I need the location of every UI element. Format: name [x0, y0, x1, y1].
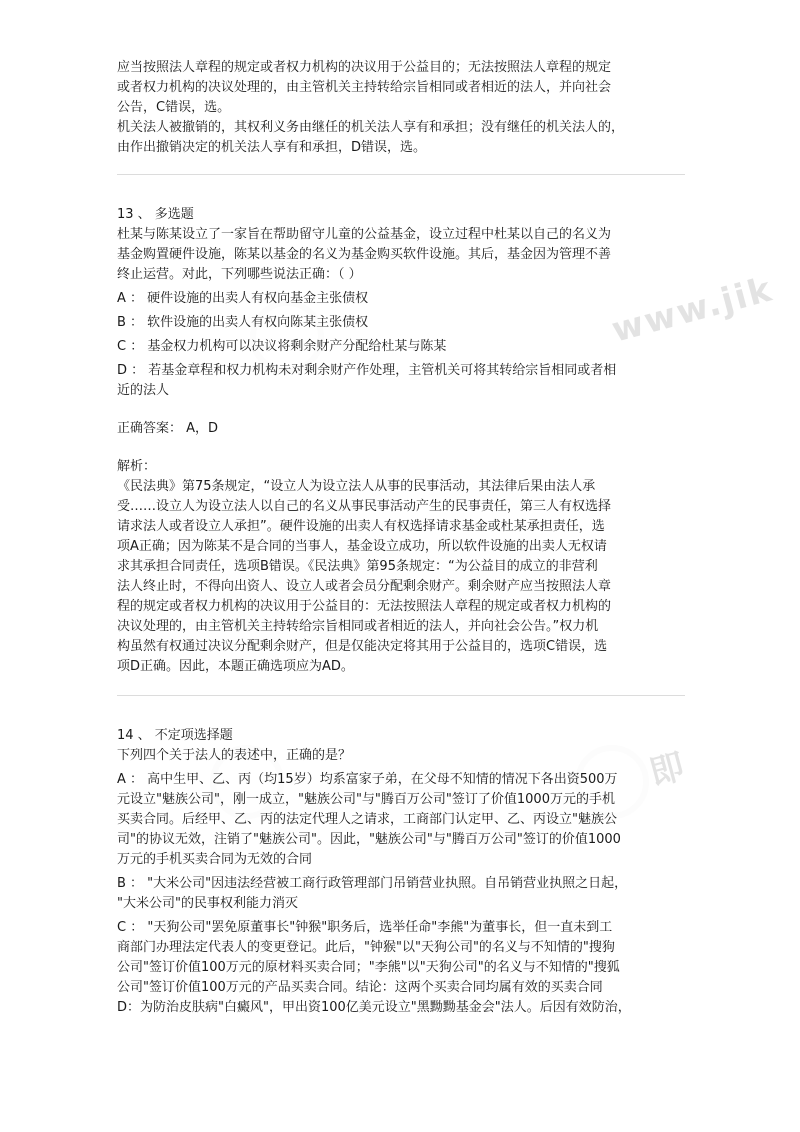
- section-divider: [117, 174, 685, 175]
- option-line: 元设立"魅族公司"，刚一成立，"魅族公司"与"腾百万公司"签订了价值1000万元的手机: [117, 792, 615, 807]
- text-line: 机关法人被撤销的，其权利义务由继任的机关法人享有和承担；没有继任的机关法人的，: [117, 120, 625, 135]
- option-line: D ： 若基金章程和权力机构未对剩余财产作处理，主管机关可将其转给宗旨相同或者相: [117, 363, 617, 378]
- correct-answer: 正确答案： A，D: [117, 421, 219, 436]
- analysis-line: 项A正确；因为陈某不是合同的当事人，基金设立成功，所以软件设施的出卖人无权请: [117, 539, 607, 554]
- question-stem-line: 杜某与陈某设立了一家旨在帮助留守儿童的公益基金，设立过程中杜某以自己的名义为: [117, 227, 612, 242]
- option-line: 万元的手机买卖合同为无效的合同: [117, 852, 313, 867]
- option-line: 公司"签订价值100万元的原材料买卖合同；"李熊"以"天狗公司"的名义与不知情的"搜狐: [117, 960, 620, 975]
- option-b: [117, 313, 687, 333]
- analysis-body: [117, 477, 687, 677]
- option-line: "大米公司"的民事权利能力消灭: [117, 896, 298, 911]
- option-line: 买卖合同。后经甲、乙、丙的法定代理人之请求，工商部门认定甲、乙、丙设立"魅族公: [117, 812, 617, 827]
- option-line: 司"的协议无效，注销了"魅族公司"。因此，"魅族公司"与"腾百万公司"签订的价值1000: [117, 832, 621, 847]
- option-line: B ： 软件设施的出卖人有权向陈某主张债权: [117, 315, 369, 330]
- analysis-line: 请求法人或者设立人承担”。硬件设施的出卖人有权选择请求基金或杜某承担责任，选: [117, 519, 605, 534]
- analysis-line: 项D正确。因此，本题正确选项应为AD。: [117, 659, 354, 674]
- option-line: A ： 高中生甲、乙、丙（均15岁）均系富家子弟，在父母不知情的情况下各出资500万: [117, 772, 618, 787]
- option-a: [117, 289, 687, 309]
- option-line: B ： "大米公司"因违法经营被工商行政管理部门吊销营业执照。自吊销营业执照之日起，: [117, 876, 628, 891]
- option-b: [117, 874, 687, 914]
- section-divider: [117, 695, 685, 696]
- option-line: C ： "天狗公司"罢免原董事长"钟猴"职务后，选举任命"李熊"为董事长，但一直未到工: [117, 920, 613, 935]
- analysis-line: 程的规定或者权力机构的决议用于公益目的：无法按照法人章程的规定或者权力机构的: [117, 599, 612, 614]
- watermark-text-2: 即: [645, 746, 691, 794]
- option-line: A ： 硬件设施的出卖人有权向基金主张债权: [117, 291, 369, 306]
- question-14: [117, 726, 691, 1018]
- text-line: 应当按照法人章程的规定或者权力机构的决议用于公益目的；无法按照法人章程的规定: [117, 60, 612, 75]
- option-c: [117, 918, 687, 1018]
- option-line: 商部门办理法定代表人的变更登记。此后，"钟猴"以"天狗公司"的名义与不知情的"搜狗: [117, 940, 615, 955]
- option-line: C ： 基金权力机构可以决议将剩余财产分配给杜某与陈某: [117, 339, 447, 354]
- previous-analysis-tail: [117, 58, 687, 158]
- question-stem-line: 下列四个关于法人的表述中，正确的是？: [117, 748, 352, 763]
- question-stem-line: 终止运营。对此，下列哪些说法正确：（ ）: [117, 267, 362, 282]
- analysis-line: 决议处理的，由主管机关主持转给宗旨相同或者相近的法人，并向社会公告。”权力机: [117, 619, 599, 634]
- analysis-line: 受……设立人为设立法人以自己的名义从事民事活动产生的民事责任，第三人有权选择: [117, 499, 612, 514]
- text-line: 公告，C错误，选。: [117, 100, 231, 115]
- text-line: 由作出撤销决定的机关法人享有和承担，D错误，选。: [117, 140, 427, 155]
- option-d: [117, 361, 687, 401]
- analysis-label: 解析：: [117, 459, 157, 474]
- question-stem-line: 基金购置硬件设施，陈某以基金的名义为基金购买软件设施。其后，基金因为管理不善: [117, 247, 612, 262]
- analysis-line: 法人终止时，不得向出资人、设立人或者会员分配剩余财产。剩余财产应当按照法人章: [117, 579, 612, 594]
- document-page: [117, 58, 691, 1018]
- option-line: D：为防治皮肤病"白癜风"，甲出资100亿美元设立"黑黝黝基金会"法人。后因有效防治，: [117, 1000, 631, 1015]
- analysis-line: 《民法典》第75条规定，“设立人为设立法人从事的民事活动，其法律后果由法人承: [117, 479, 596, 494]
- option-a: [117, 770, 687, 870]
- question-13: [117, 205, 687, 677]
- analysis-line: 求其承担合同责任，选项B错误。《民法典》第95条规定：“为公益目的成立的非营利: [117, 559, 598, 574]
- question-header: 13 、 多选题: [117, 207, 194, 222]
- text-line: 或者权力机构的决议处理的，由主管机关主持转给宗旨相同或者相近的法人，并向社会: [117, 80, 612, 95]
- option-line: 近的法人: [117, 383, 170, 398]
- question-header: 14 、 不定项选择题: [117, 728, 233, 743]
- option-line: 公司"签订价值100万元的产品买卖合同。结论：这两个买卖合同均属有效的买卖合同: [117, 980, 603, 995]
- analysis-line: 构虽然有权通过决议分配剩余财产，但是仅能决定将其用于公益目的，选项C错误，选: [117, 639, 608, 654]
- watermark-text-1: www.jik: [607, 269, 778, 351]
- option-c: [117, 337, 687, 357]
